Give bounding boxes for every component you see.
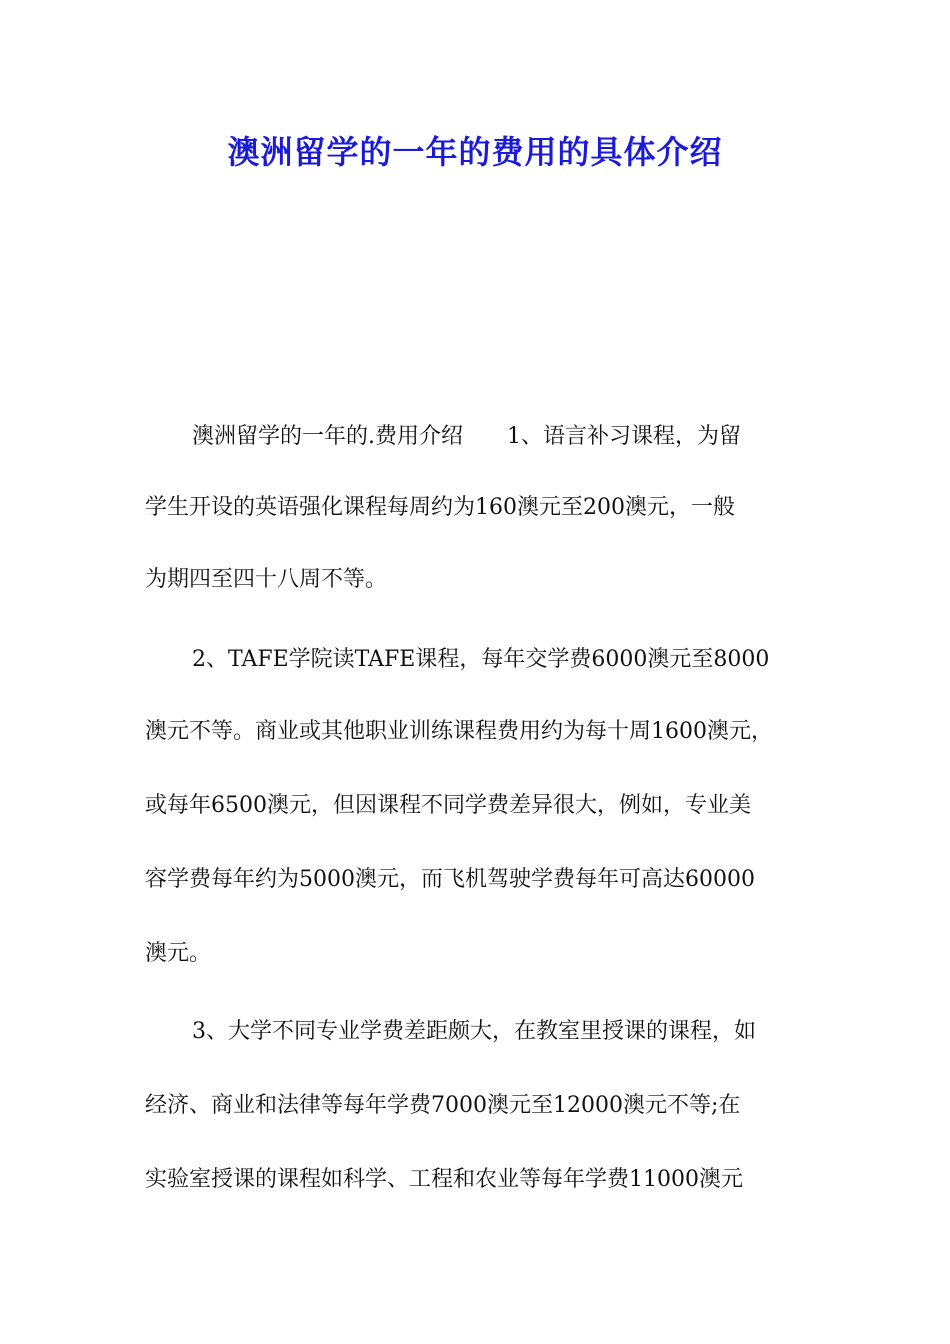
paragraph-3-line-2: 经济、商业和法律等每年学费7000澳元至12000澳元不等;在 bbox=[145, 1093, 741, 1118]
paragraph-1-line-2: 学生开设的英语强化课程每周约为160澳元至200澳元，一般 bbox=[145, 495, 735, 520]
paragraph-2-line-4: 容学费每年约为5000澳元，而飞机驾驶学费每年可高达60000 bbox=[145, 867, 755, 892]
paragraph-1-line-3: 为期四至四十八周不等。 bbox=[145, 567, 388, 592]
document-title: 澳洲留学的一年的费用的具体介绍 bbox=[227, 133, 723, 171]
paragraph-2-line-2: 澳元不等。商业或其他职业训练课程费用约为每十周1600澳元， bbox=[145, 719, 773, 744]
paragraph-3-line-1: 3、大学不同专业学费差距颇大，在教室里授课的课程，如 bbox=[192, 1019, 756, 1044]
paragraph-1-line-1: 澳洲留学的一年的.费用介绍 1、语言补习课程，为留 bbox=[192, 424, 741, 449]
paragraph-2-line-1: 2、TAFE学院读TAFE课程，每年交学费6000澳元至8000 bbox=[192, 647, 770, 672]
paragraph-3-line-3: 实验室授课的课程如科学、工程和农业等每年学费11000澳元 bbox=[145, 1167, 743, 1192]
paragraph-2-line-3: 或每年6500澳元，但因课程不同学费差异很大，例如，专业美 bbox=[145, 793, 751, 818]
paragraph-2-line-5: 澳元。 bbox=[145, 941, 212, 966]
